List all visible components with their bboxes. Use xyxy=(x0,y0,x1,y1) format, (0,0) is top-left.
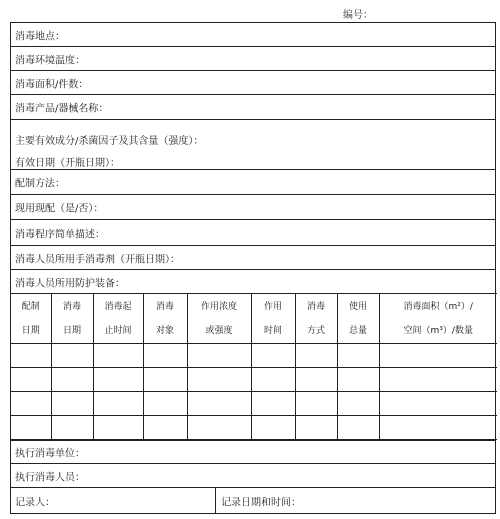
disinfection-detail-table xyxy=(11,293,497,440)
field-protective-gear xyxy=(11,270,495,293)
table-cell[interactable] xyxy=(379,392,497,416)
field-area-count-label: 消毒面积/件数： xyxy=(15,79,89,90)
field-recorder-label: 记录人： xyxy=(15,497,55,508)
field-fresh-prep-label: 现用现配（是/否）： xyxy=(15,203,104,215)
field-location-label: 消毒地点： xyxy=(15,31,65,42)
field-location xyxy=(11,23,495,47)
table-cell[interactable] xyxy=(187,368,251,392)
serial-number-label: 编号： xyxy=(343,10,373,21)
table-row xyxy=(11,344,497,368)
field-protective-gear-label: 消毒人员所用防护装备： xyxy=(15,278,125,289)
field-executing-staff-label: 执行消毒人员： xyxy=(15,472,85,483)
field-area-count xyxy=(11,71,495,95)
field-procedure xyxy=(11,220,495,246)
header-disinfection-date: 消毒 日期 xyxy=(51,294,93,344)
table-cell[interactable] xyxy=(93,368,143,392)
field-product-name xyxy=(11,95,495,120)
table-cell[interactable] xyxy=(337,416,379,440)
header-prep-date: 配制 日期 xyxy=(11,294,51,344)
table-row xyxy=(11,416,497,440)
field-expiry-date-label: 有效日期（开瓶日期）： xyxy=(15,158,120,169)
table-row xyxy=(11,368,497,392)
field-env-temperature xyxy=(11,47,495,71)
table-cell[interactable] xyxy=(143,344,187,368)
table-cell[interactable] xyxy=(379,368,497,392)
table-cell[interactable] xyxy=(295,416,337,440)
table-cell[interactable] xyxy=(11,392,51,416)
table-cell[interactable] xyxy=(251,368,295,392)
table-cell[interactable] xyxy=(251,416,295,440)
table-cell[interactable] xyxy=(143,368,187,392)
field-recorder-row xyxy=(11,488,495,513)
field-hand-sanitizer xyxy=(11,246,495,270)
field-hand-sanitizer-label: 消毒人员所用手消毒剂（开瓶日期）： xyxy=(15,254,180,265)
table-header-row xyxy=(11,294,497,344)
table-cell[interactable] xyxy=(295,392,337,416)
table-cell[interactable] xyxy=(51,368,93,392)
table-cell[interactable] xyxy=(93,344,143,368)
field-preparation-label: 配制方法： xyxy=(15,178,65,190)
header-concentration: 作用浓度 或强度 xyxy=(187,294,251,344)
table-cell[interactable] xyxy=(187,416,251,440)
table-cell[interactable] xyxy=(51,416,93,440)
table-cell[interactable] xyxy=(93,392,143,416)
table-cell[interactable] xyxy=(379,416,497,440)
table-cell[interactable] xyxy=(295,344,337,368)
header-action-time: 作用 时间 xyxy=(251,294,295,344)
field-active-ingredient-label: 主要有效成分/杀菌因子及其含量（强度）： xyxy=(15,136,204,147)
field-executing-unit-label: 执行消毒单位： xyxy=(15,448,85,460)
table-cell[interactable] xyxy=(51,344,93,368)
table-cell[interactable] xyxy=(251,392,295,416)
recorder-divider xyxy=(215,488,216,513)
table-cell[interactable] xyxy=(11,368,51,392)
field-record-datetime-label: 记录日期和时间： xyxy=(221,497,301,508)
field-executing-staff xyxy=(11,464,495,488)
table-cell[interactable] xyxy=(143,416,187,440)
header-total-amount: 使用 总量 xyxy=(337,294,379,344)
field-procedure-label: 消毒程序简单描述： xyxy=(15,229,105,240)
field-env-temperature-label: 消毒环境温度： xyxy=(15,55,85,66)
header-start-end-time: 消毒起 止时间 xyxy=(93,294,143,344)
header-method: 消毒 方式 xyxy=(295,294,337,344)
field-active-ingredient-and-expiry xyxy=(11,120,495,170)
header-area-volume-count: 消毒面积（m²）/ 空间（m³）/数量 xyxy=(379,294,497,344)
field-product-name-label: 消毒产品/器械名称： xyxy=(15,103,109,115)
table-cell[interactable] xyxy=(337,392,379,416)
table-cell[interactable] xyxy=(11,416,51,440)
table-cell[interactable] xyxy=(337,368,379,392)
table-cell[interactable] xyxy=(379,344,497,368)
table-cell[interactable] xyxy=(251,344,295,368)
field-preparation xyxy=(11,170,495,195)
table-cell[interactable] xyxy=(295,368,337,392)
disinfection-record-form xyxy=(10,22,496,514)
field-executing-unit xyxy=(11,440,495,464)
table-cell[interactable] xyxy=(51,392,93,416)
header-target: 消毒 对象 xyxy=(143,294,187,344)
table-cell[interactable] xyxy=(187,344,251,368)
table-row xyxy=(11,392,497,416)
table-cell[interactable] xyxy=(187,392,251,416)
field-fresh-prep xyxy=(11,195,495,220)
table-cell[interactable] xyxy=(337,344,379,368)
table-cell[interactable] xyxy=(11,344,51,368)
table-cell[interactable] xyxy=(143,392,187,416)
table-cell[interactable] xyxy=(93,416,143,440)
